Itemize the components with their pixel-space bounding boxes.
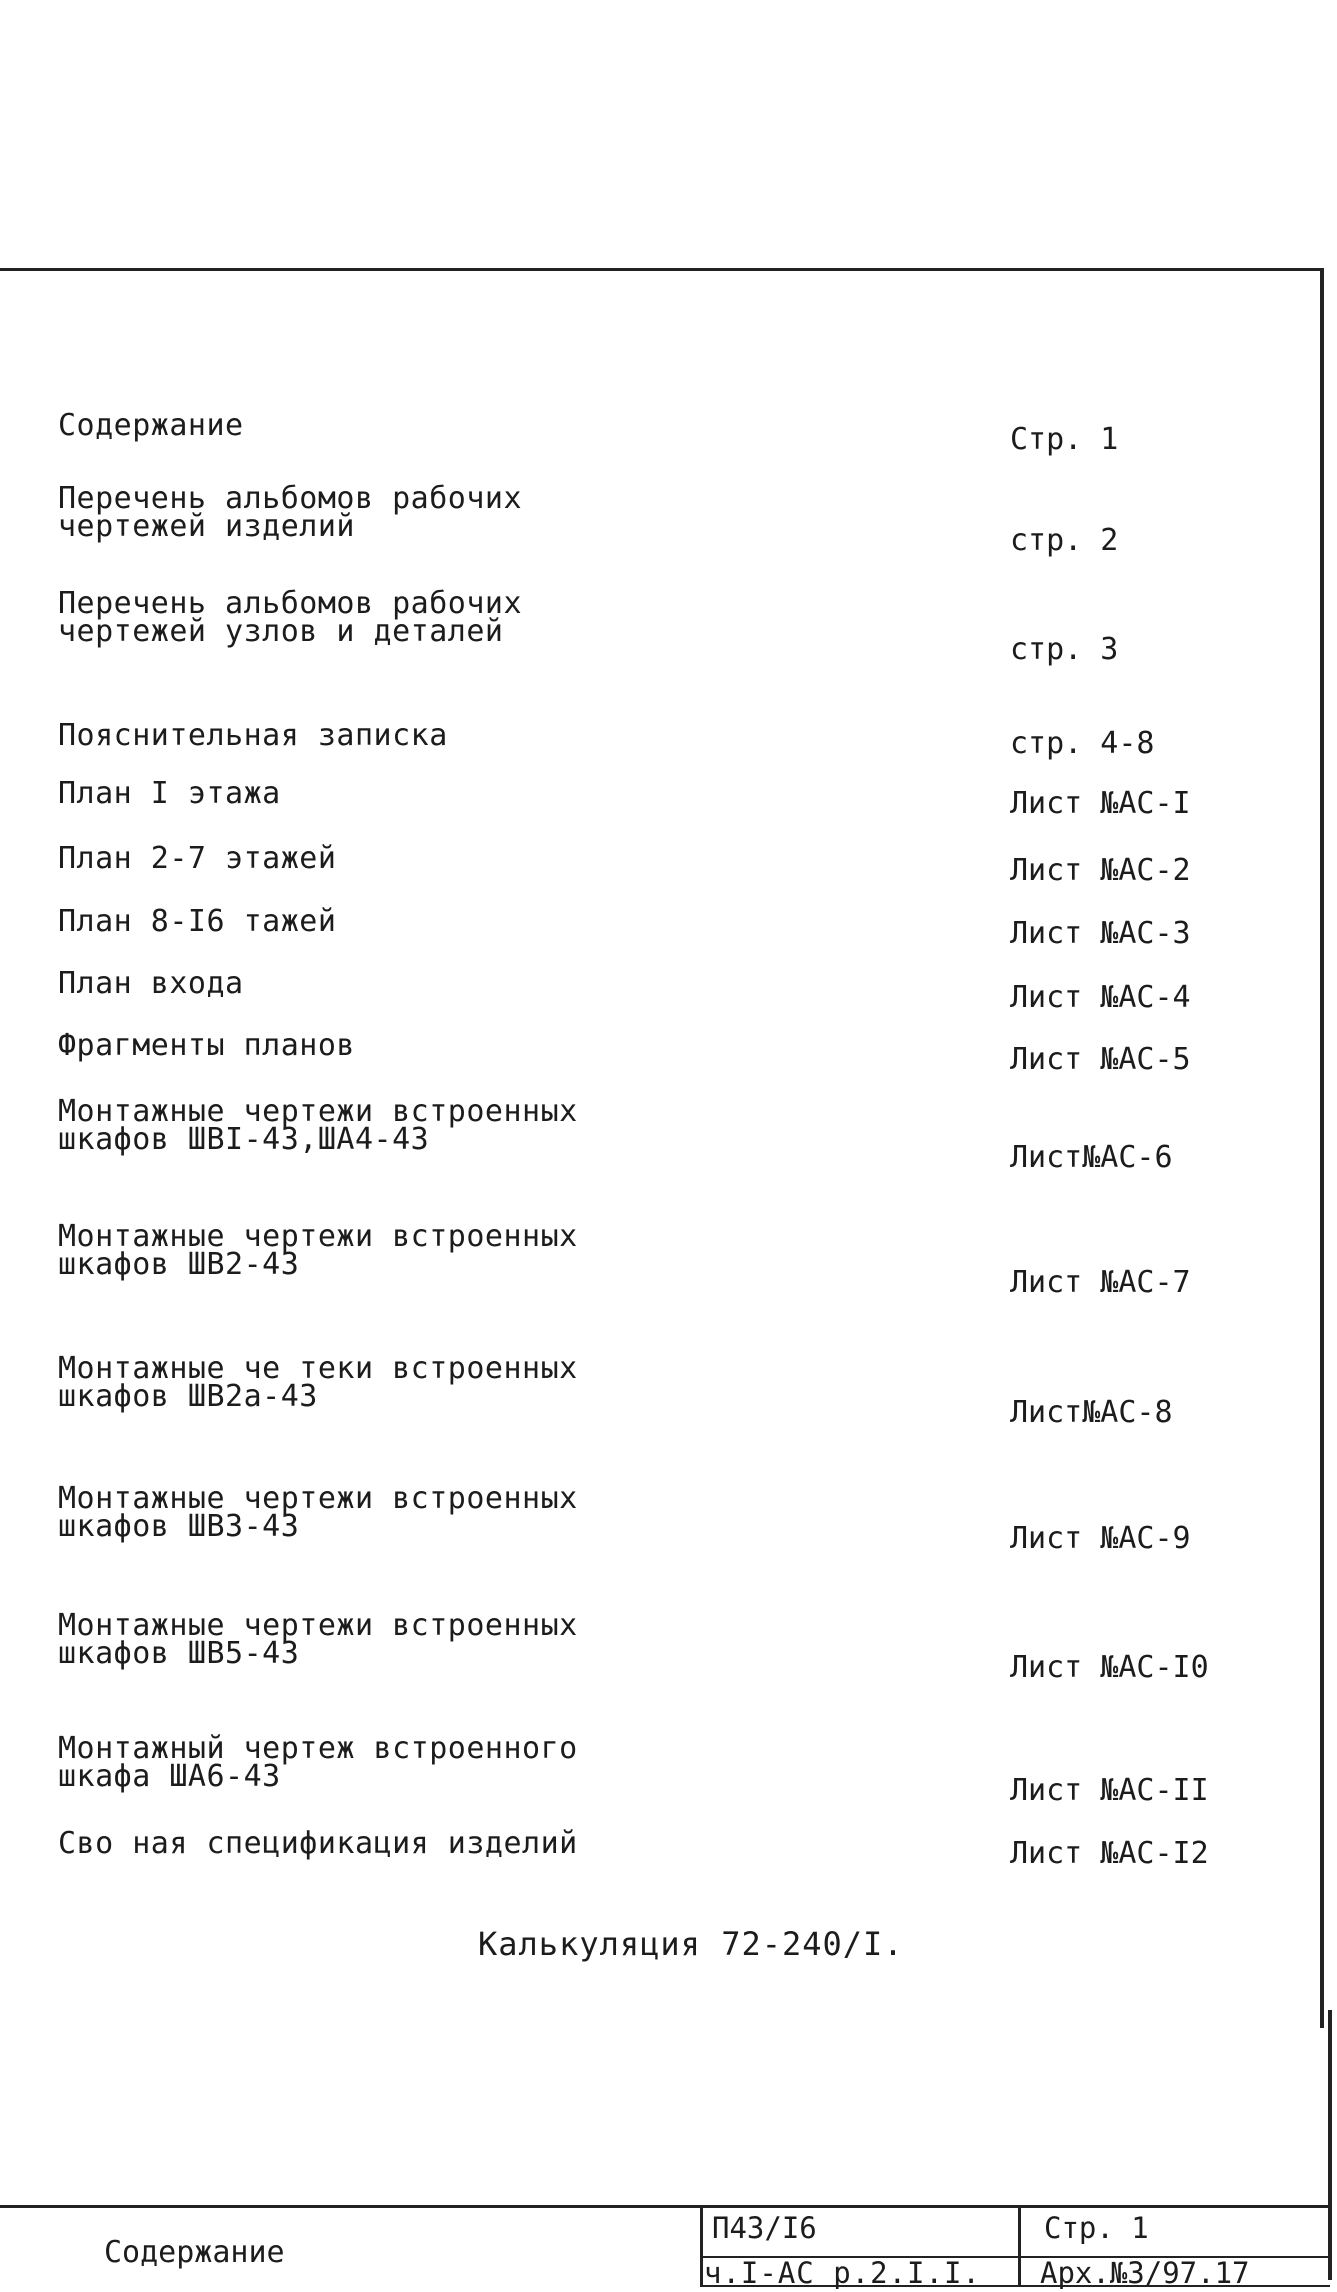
toc-entry-ref: Лист №АС-I (1010, 786, 1191, 821)
toc-entry-ref: Лист №АС-I2 (1010, 1836, 1209, 1871)
title-block-doc-code: П43/I6 (712, 2211, 817, 2245)
toc-entry-ref: Лист№АС-6 (1010, 1140, 1173, 1175)
toc-entry-title: Монтажные че теки встроенных шкафов ШВ2а-43 (58, 1351, 578, 1414)
toc-entry-ref: Лист №АС-4 (1010, 980, 1191, 1015)
toc-entry-title: Сво ная спецификация изделий (58, 1826, 578, 1861)
toc-entry-title: Перечень альбомов рабочих чертежей изделий (58, 481, 523, 544)
toc-entry-title: План входа (58, 966, 244, 1001)
toc-entry-title: Монтажные чертежи встроенных шкафов ШВ5-43 (58, 1608, 578, 1671)
toc-entry-title: Монтажные чертежи встроенных шкафов ШВ3-43 (58, 1481, 578, 1544)
toc-entry-ref: Лист №АС-I0 (1010, 1650, 1209, 1685)
toc-entry-ref: Лист №АС-5 (1010, 1042, 1191, 1077)
calculation-note: Калькуляция 72-240/I. (478, 1925, 904, 1963)
title-block-divider (700, 2205, 703, 2287)
toc-entry-title: Фрагменты планов (58, 1028, 355, 1063)
toc-entry-ref: Лист №АС-II (1010, 1773, 1209, 1808)
toc-entry-title: Монтажные чертежи встроенных шкафов ШВI-43,ША4-43 (58, 1094, 578, 1157)
toc-entry-ref: стр. 4-8 (1010, 726, 1155, 761)
title-block (0, 2205, 1337, 2292)
toc-entry-title: Пояснительная записка (58, 718, 448, 753)
toc-entry-ref: Лист №АС-3 (1010, 916, 1191, 951)
title-block-divider (1018, 2205, 1021, 2287)
toc-entry-ref: стр. 2 (1010, 523, 1119, 558)
toc-entry-ref: Стр. 1 (1010, 422, 1119, 457)
toc-entry-ref: стр. 3 (1010, 632, 1119, 667)
toc-entry-ref: Лист №АС-7 (1010, 1265, 1191, 1300)
title-block-section: ч.I-АС р.2.I.I. (704, 2256, 981, 2290)
toc-entry-title: Содержание (58, 408, 244, 443)
title-block-archive-number: Арх.№3/97.17 (1040, 2256, 1250, 2290)
title-block-name: Содержание (104, 2235, 285, 2270)
title-block-top-line (0, 2205, 1330, 2208)
title-block-page: Стр. 1 (1044, 2211, 1149, 2245)
toc-entry-ref: Лист №АС-2 (1010, 853, 1191, 888)
toc-entry-ref: Лист№АС-8 (1010, 1395, 1173, 1430)
toc-entry-title: Перечень альбомов рабочих чертежей узлов и деталей (58, 586, 523, 649)
toc-entry-title: План 2-7 этажей (58, 841, 337, 876)
toc-entry-ref: Лист №АС-9 (1010, 1521, 1191, 1556)
toc-entry-title: План I этажа (58, 776, 281, 811)
toc-entry-title: Монтажный чертеж встроенного шкафа ША6-43 (58, 1731, 578, 1794)
toc-entry-title: План 8-I6 тажей (58, 904, 337, 939)
toc-entry-title: Монтажные чертежи встроенных шкафов ШВ2-43 (58, 1219, 578, 1282)
